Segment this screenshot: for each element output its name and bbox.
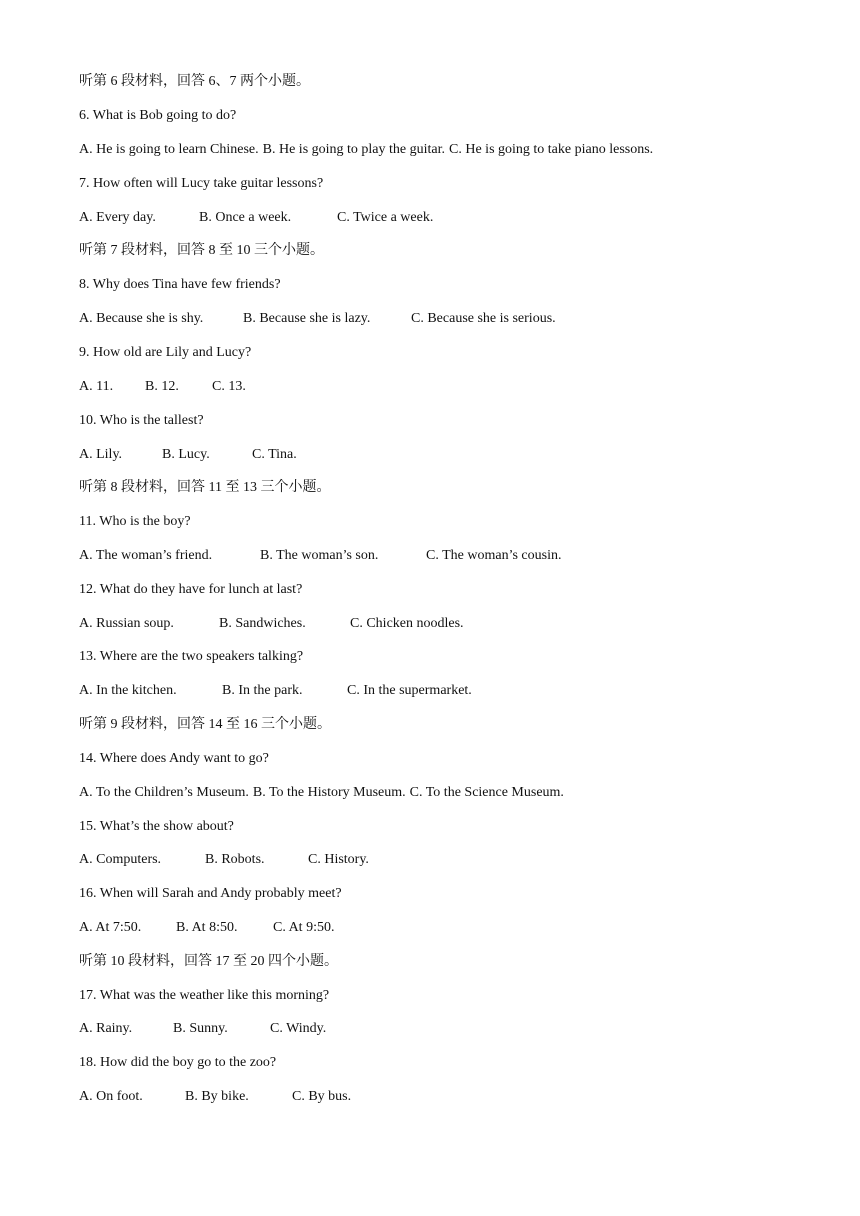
section-heading-8: 听第 8 段材料，回答 11 至 13 三个小题。 [79,480,331,495]
option-16-c: C. At 9:50. [273,920,335,935]
options-13 [79,682,472,700]
options-16 [79,919,334,937]
question-15: 15. What’s the show about? [79,819,234,834]
option-12-c: C. Chicken noodles. [350,616,464,631]
option-9-c: C. 13. [212,379,246,394]
option-16-a: A. At 7:50. [79,920,142,935]
options-9 [79,378,246,396]
options-7 [79,209,433,227]
option-17-c: C. Windy. [270,1021,327,1036]
option-11-c: C. The woman’s cousin. [426,548,562,563]
question-16: 16. When will Sarah and Andy probably meet? [79,886,342,901]
option-14-c: C. To the Science Museum. [409,785,564,800]
option-9-a: A. 11. [79,379,114,394]
question-8: 8. Why does Tina have few friends? [79,277,281,292]
option-16-b: B. At 8:50. [176,920,238,935]
options-15 [79,851,369,869]
option-18-c: C. By bus. [292,1089,352,1104]
option-18-a: A. On foot. [79,1089,143,1104]
options-18 [79,1088,351,1106]
option-6-b: B. He is going to play the guitar. [262,142,446,157]
option-6-c: C. He is going to take piano lessons. [449,142,654,157]
question-10: 10. Who is the tallest? [79,413,204,428]
question-17: 17. What was the weather like this morning? [79,988,330,1003]
question-7: 7. How often will Lucy take guitar lessons? [79,176,324,191]
option-14-a: A. To the Children’s Museum. [79,785,249,800]
option-10-b: B. Lucy. [162,447,210,462]
option-7-a: A. Every day. [79,210,156,225]
question-12: 12. What do they have for lunch at last? [79,582,303,597]
options-10 [79,446,297,464]
option-10-c: C. Tina. [252,447,297,462]
options-8 [79,310,556,328]
section-heading-9: 听第 9 段材料，回答 14 至 16 三个小题。 [79,717,331,732]
option-8-c: C. Because she is serious. [411,311,556,326]
option-7-c: C. Twice a week. [337,210,434,225]
option-9-b: B. 12. [145,379,179,394]
option-17-b: B. Sunny. [173,1021,228,1036]
question-18: 18. How did the boy go to the zoo? [79,1055,277,1070]
options-6 [79,141,653,159]
option-18-b: B. By bike. [185,1089,249,1104]
section-heading-7: 听第 7 段材料，回答 8 至 10 三个小题。 [79,243,324,258]
question-6: 6. What is Bob going to do? [79,108,237,123]
option-11-a: A. The woman’s friend. [79,548,213,563]
options-11 [79,547,561,565]
option-15-a: A. Computers. [79,852,162,867]
option-8-b: B. Because she is lazy. [243,311,371,326]
option-8-a: A. Because she is shy. [79,311,204,326]
option-12-a: A. Russian soup. [79,616,174,631]
question-14: 14. Where does Andy want to go? [79,751,269,766]
options-14 [79,784,564,802]
option-13-a: A. In the kitchen. [79,683,177,698]
option-11-b: B. The woman’s son. [260,548,379,563]
option-13-b: B. In the park. [222,683,303,698]
question-9: 9. How old are Lily and Lucy? [79,345,252,360]
option-7-b: B. Once a week. [199,210,292,225]
option-6-a: A. He is going to learn Chinese. [79,142,259,157]
section-heading-6: 听第 6 段材料，回答 6、7 两个小题。 [79,74,310,89]
option-17-a: A. Rainy. [79,1021,133,1036]
options-12 [79,615,464,633]
option-14-b: B. To the History Museum. [252,785,406,800]
section-heading-10: 听第 10 段材料，回答 17 至 20 四个小题。 [79,954,338,969]
question-11: 11. Who is the boy? [79,514,191,529]
option-13-c: C. In the supermarket. [347,683,472,698]
option-12-b: B. Sandwiches. [219,616,306,631]
options-17 [79,1020,326,1038]
option-10-a: A. Lily. [79,447,123,462]
question-13: 13. Where are the two speakers talking? [79,649,304,664]
option-15-b: B. Robots. [205,852,265,867]
option-15-c: C. History. [308,852,369,867]
